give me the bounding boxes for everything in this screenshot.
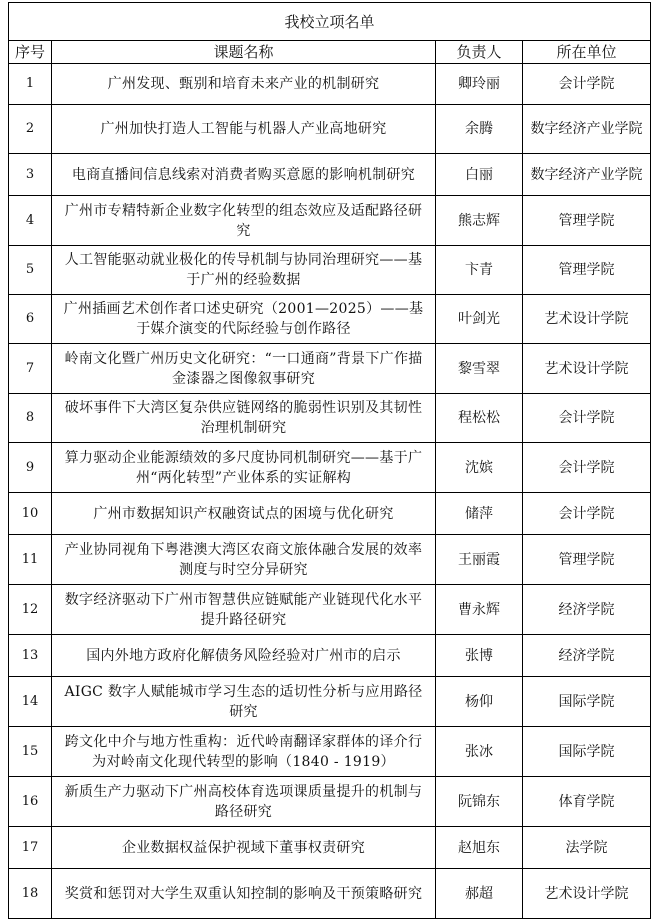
row-unit: 法学院 [523, 827, 651, 869]
row-number: 17 [9, 827, 52, 869]
row-unit: 会计学院 [523, 394, 651, 443]
row-topic: 企业数据权益保护视域下董事权责研究 [52, 827, 436, 869]
row-unit: 经济学院 [523, 635, 651, 677]
header-unit: 所在单位 [523, 41, 651, 64]
row-unit: 会计学院 [523, 493, 651, 535]
row-number: 1 [9, 64, 52, 105]
row-lead: 阮锦东 [436, 777, 523, 827]
row-lead: 储萍 [436, 493, 523, 535]
row-number: 16 [9, 777, 52, 827]
header-row [9, 41, 651, 64]
row-lead: 程松松 [436, 394, 523, 443]
row-topic: 广州发现、甄别和培育未来产业的机制研究 [52, 64, 436, 105]
row-topic: 人工智能驱动就业极化的传导机制与协同治理研究——基于广州的经验数据 [52, 246, 436, 295]
project-roster-table [8, 2, 651, 919]
table-row [9, 246, 651, 295]
header-num: 序号 [9, 41, 52, 64]
table-row [9, 677, 651, 727]
row-unit: 数字经济产业学院 [523, 154, 651, 196]
header-topic: 课题名称 [52, 41, 436, 64]
row-number: 6 [9, 295, 52, 344]
row-number: 8 [9, 394, 52, 443]
row-lead: 叶剑光 [436, 295, 523, 344]
row-topic: 岭南文化暨广州历史文化研究：“一口通商”背景下广作描金漆器之图像叙事研究 [52, 344, 436, 394]
row-lead: 熊志辉 [436, 196, 523, 246]
row-number: 15 [9, 727, 52, 777]
row-number: 14 [9, 677, 52, 727]
row-lead: 张冰 [436, 727, 523, 777]
row-topic: 算力驱动企业能源绩效的多尺度协同机制研究——基于广州“两化转型”产业体系的实证解构 [52, 443, 436, 493]
row-number: 10 [9, 493, 52, 535]
table-row [9, 869, 651, 919]
row-lead: 杨仰 [436, 677, 523, 727]
header-lead: 负责人 [436, 41, 523, 64]
row-topic: 国内外地方政府化解债务风险经验对广州市的启示 [52, 635, 436, 677]
table-row [9, 394, 651, 443]
row-number: 5 [9, 246, 52, 295]
table-row [9, 443, 651, 493]
row-unit: 管理学院 [523, 246, 651, 295]
row-unit: 国际学院 [523, 727, 651, 777]
table-row [9, 105, 651, 154]
row-unit: 艺术设计学院 [523, 869, 651, 919]
table-row [9, 585, 651, 635]
row-lead: 黎雪翠 [436, 344, 523, 394]
row-topic: 数字经济驱动下广州市智慧供应链赋能产业链现代化水平提升路径研究 [52, 585, 436, 635]
row-topic: 跨文化中介与地方性重构：近代岭南翻译家群体的译介行为对岭南文化现代转型的影响（1840 - 1919） [52, 727, 436, 777]
table-row [9, 827, 651, 869]
row-topic: 广州市专精特新企业数字化转型的组态效应及适配路径研究 [52, 196, 436, 246]
table-row [9, 64, 651, 105]
row-unit: 管理学院 [523, 196, 651, 246]
row-unit: 经济学院 [523, 585, 651, 635]
table-row [9, 777, 651, 827]
row-number: 11 [9, 535, 52, 585]
row-number: 7 [9, 344, 52, 394]
row-topic: 新质生产力驱动下广州高校体育选项课质量提升的机制与路径研究 [52, 777, 436, 827]
row-topic: 广州市数据知识产权融资试点的困境与优化研究 [52, 493, 436, 535]
row-topic: 奖赏和惩罚对大学生双重认知控制的影响及干预策略研究 [52, 869, 436, 919]
row-lead: 赵旭东 [436, 827, 523, 869]
row-number: 4 [9, 196, 52, 246]
row-lead: 余腾 [436, 105, 523, 154]
row-lead: 卞青 [436, 246, 523, 295]
row-unit: 会计学院 [523, 64, 651, 105]
row-unit: 国际学院 [523, 677, 651, 727]
table-row [9, 344, 651, 394]
table-row [9, 535, 651, 585]
row-topic: 广州加快打造人工智能与机器人产业高地研究 [52, 105, 436, 154]
row-unit: 会计学院 [523, 443, 651, 493]
table-title: 我校立项名单 [9, 3, 651, 41]
row-number: 18 [9, 869, 52, 919]
row-number: 9 [9, 443, 52, 493]
row-lead: 张博 [436, 635, 523, 677]
row-lead: 卿玲丽 [436, 64, 523, 105]
row-topic: AIGC 数字人赋能城市学习生态的适切性分析与应用路径研究 [52, 677, 436, 727]
row-topic: 广州插画艺术创作者口述史研究（2001—2025）——基于媒介演变的代际经验与创作路径 [52, 295, 436, 344]
row-number: 3 [9, 154, 52, 196]
roster-sheet [8, 2, 650, 919]
row-topic: 电商直播间信息线索对消费者购买意愿的影响机制研究 [52, 154, 436, 196]
row-unit: 管理学院 [523, 535, 651, 585]
row-unit: 艺术设计学院 [523, 344, 651, 394]
table-row [9, 154, 651, 196]
row-number: 2 [9, 105, 52, 154]
table-row [9, 493, 651, 535]
row-lead: 王丽霞 [436, 535, 523, 585]
row-unit: 体育学院 [523, 777, 651, 827]
row-topic: 产业协同视角下粤港澳大湾区农商文旅体融合发展的效率测度与时空分异研究 [52, 535, 436, 585]
row-number: 13 [9, 635, 52, 677]
table-row [9, 295, 651, 344]
row-lead: 郝超 [436, 869, 523, 919]
row-lead: 沈嫔 [436, 443, 523, 493]
table-row [9, 635, 651, 677]
row-unit: 艺术设计学院 [523, 295, 651, 344]
table-row [9, 196, 651, 246]
row-topic: 破坏事件下大湾区复杂供应链网络的脆弱性识别及其韧性治理机制研究 [52, 394, 436, 443]
table-row [9, 727, 651, 777]
row-number: 12 [9, 585, 52, 635]
row-lead: 白丽 [436, 154, 523, 196]
title-row [9, 3, 651, 41]
row-unit: 数字经济产业学院 [523, 105, 651, 154]
row-lead: 曹永辉 [436, 585, 523, 635]
